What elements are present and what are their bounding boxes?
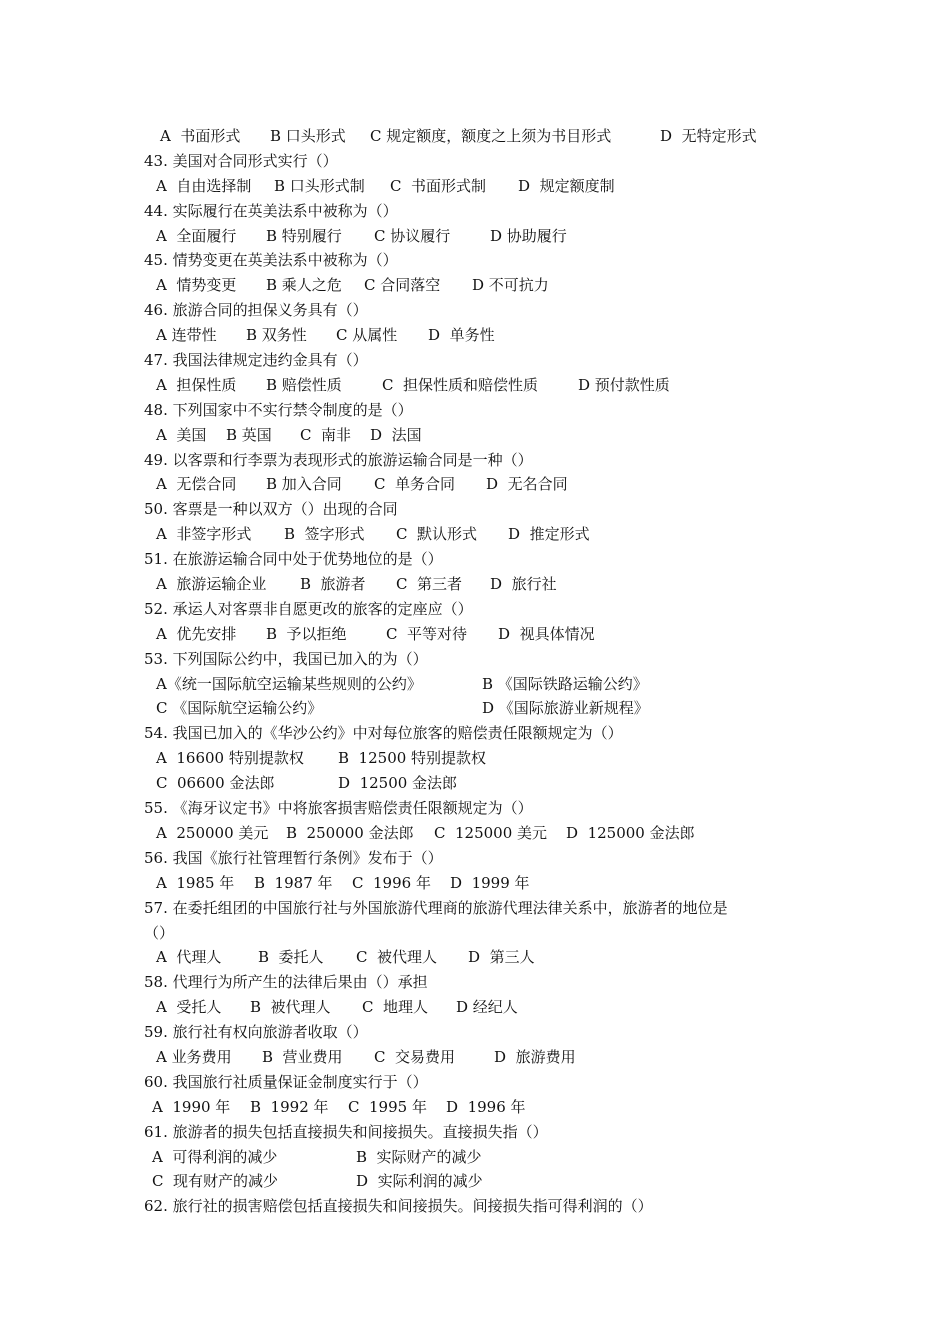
answer-option: B 签字形式 (284, 525, 365, 544)
question-text: 57. 在委托组团的中国旅行社与外国旅游代理商的旅游代理法律关系中，旅游者的地位是 (144, 898, 728, 917)
answer-option: B 旅游者 (300, 575, 366, 594)
question-line (144, 448, 824, 473)
question-line (144, 547, 824, 572)
answer-option: B 营业费用 (262, 1047, 343, 1066)
question-text: 44. 实际履行在英美法系中被称为（） (144, 201, 398, 220)
option-line (144, 423, 824, 448)
answer-option: A 代理人 (156, 948, 222, 967)
answer-option: A 担保性质 (156, 375, 237, 394)
answer-option: D 旅游费用 (494, 1047, 576, 1066)
answer-option: C 书面形式制 (390, 176, 487, 195)
question-text: 61. 旅游者的损失包括直接损失和间接损失。直接损失指（） (144, 1122, 548, 1141)
answer-option: C 1996 年 (352, 873, 431, 892)
answer-option: B 委托人 (258, 948, 324, 967)
question-text: 46. 旅游合同的担保义务具有（） (144, 301, 368, 320)
option-line (144, 622, 824, 647)
answer-option: D 无名合同 (486, 475, 568, 494)
question-line (144, 497, 824, 522)
answer-option: C 06600 金法郎 (156, 774, 275, 793)
answer-option: A 1990 年 (152, 1097, 231, 1116)
answer-option: A 业务费用 (156, 1047, 232, 1066)
answer-option: A 无偿合同 (156, 475, 237, 494)
answer-option: B 1987 年 (254, 873, 333, 892)
answer-option: A 优先安排 (156, 624, 237, 643)
option-line (144, 1169, 824, 1194)
answer-option: C 南非 (300, 425, 352, 444)
answer-option: C 担保性质和赔偿性质 (382, 375, 539, 394)
answer-option: C 平等对待 (386, 624, 468, 643)
answer-option: A 非签字形式 (156, 525, 252, 544)
answer-option: B 1992 年 (250, 1097, 329, 1116)
option-line (144, 1095, 824, 1120)
question-line (144, 298, 824, 323)
answer-option: B 双务性 (246, 326, 307, 345)
question-line (144, 597, 824, 622)
question-line (144, 348, 824, 373)
option-line (144, 821, 824, 846)
answer-option: D 1996 年 (446, 1097, 526, 1116)
option-line (144, 522, 824, 547)
question-line (144, 1070, 824, 1095)
answer-option: B 口头形式 (270, 127, 346, 145)
question-text: 50. 客票是一种以双方（）出现的合同 (144, 500, 398, 519)
option-line (144, 1145, 824, 1170)
question-text: 47. 我国法律规定违约金具有（） (144, 351, 368, 370)
answer-option: A 自由选择制 (156, 176, 252, 195)
answer-option: D 第三人 (468, 948, 535, 967)
answer-option: B 特别履行 (266, 226, 342, 245)
answer-option: C 1995 年 (348, 1097, 427, 1116)
answer-option: B 赔偿性质 (266, 375, 342, 394)
question-text: 54. 我国已加入的《华沙公约》中对每位旅客的赔偿责任限额规定为（） (144, 724, 623, 743)
answer-option: D 旅行社 (490, 575, 557, 594)
answer-option: A 受托人 (156, 998, 222, 1017)
answer-option: D 不可抗力 (472, 276, 549, 295)
answer-option: D 协助履行 (490, 226, 567, 245)
answer-option: A 250000 美元 (156, 823, 269, 842)
question-line (144, 896, 824, 921)
answer-option: C 合同落空 (364, 276, 441, 295)
answer-option: A 书面形式 (160, 127, 241, 145)
option-line (144, 323, 824, 348)
question-line (144, 970, 824, 995)
answer-option: C 从属性 (336, 326, 398, 345)
answer-option: B 口头形式制 (274, 176, 365, 195)
question-text: 53. 下列国际公约中，我国已加入的为（） (144, 649, 428, 668)
answer-option: B 12500 特别提款权 (338, 749, 487, 768)
answer-option: B 予以拒绝 (266, 624, 347, 643)
option-line (144, 871, 824, 896)
option-line (144, 771, 824, 796)
answer-option: D 无特定形式 (660, 127, 757, 145)
answer-option: D 视具体情况 (498, 624, 595, 643)
question-text: 59. 旅行社有权向旅游者收取（） (144, 1023, 368, 1042)
answer-option: D 12500 金法郎 (338, 774, 458, 793)
question-line (144, 796, 824, 821)
answer-option: C 第三者 (396, 575, 463, 594)
exam-document (144, 124, 824, 1219)
answer-option: A《统一国际航空运输某些规则的公约》 (156, 674, 422, 693)
question-text: 45. 情势变更在英美法系中被称为（） (144, 251, 398, 270)
answer-option: C 《国际航空运输公约》 (156, 699, 323, 718)
option-line (144, 746, 824, 771)
answer-option: C 单务合同 (374, 475, 456, 494)
option-line (144, 572, 824, 597)
answer-option: C 125000 美元 (434, 823, 548, 842)
answer-option: A 连带性 (156, 326, 217, 345)
option-line (144, 1045, 824, 1070)
question-text: 58. 代理行为所产生的法律后果由（）承担 (144, 973, 428, 992)
answer-option: A 全面履行 (156, 226, 237, 245)
answer-option: C 被代理人 (356, 948, 438, 967)
answer-option: B 英国 (226, 425, 272, 444)
answer-option: C 规定额度，额度之上须为书目形式 (370, 127, 612, 145)
answer-option: D 实际利润的减少 (356, 1172, 483, 1191)
answer-option: D 单务性 (428, 326, 495, 345)
answer-option: D 推定形式 (508, 525, 590, 544)
answer-option: C 地理人 (362, 998, 429, 1017)
answer-option: B 乘人之危 (266, 276, 342, 295)
question-line (144, 1194, 824, 1219)
option-line (144, 174, 824, 199)
answer-option: D 125000 金法郎 (566, 823, 695, 842)
question-text: 56. 我国《旅行社管理暂行条例》发布于（） (144, 848, 443, 867)
question-text: 49. 以客票和行李票为表现形式的旅游运输合同是一种（） (144, 450, 533, 469)
question-text: 62. 旅行社的损害赔偿包括直接损失和间接损失。间接损失指可得利润的（） (144, 1197, 653, 1216)
question-line (144, 199, 824, 224)
question-line (144, 647, 824, 672)
option-line (144, 472, 824, 497)
option-line (144, 672, 824, 697)
answer-option: B 《国际铁路运输公约》 (482, 674, 648, 693)
question-line (144, 1020, 824, 1045)
question-line (144, 921, 824, 946)
answer-option: D 《国际旅游业新规程》 (482, 699, 649, 718)
answer-option: A 可得利润的减少 (152, 1147, 278, 1166)
answer-option: B 实际财产的减少 (356, 1147, 482, 1166)
option-line (144, 373, 824, 398)
question-text: 43. 美国对合同形式实行（） (144, 151, 338, 170)
question-line (144, 846, 824, 871)
answer-option: A 旅游运输企业 (156, 575, 267, 594)
option-line (144, 273, 824, 298)
option-line (144, 124, 824, 149)
answer-option: C 默认形式 (396, 525, 478, 544)
question-text: 52. 承运人对客票非自愿更改的旅客的定座应（） (144, 599, 473, 618)
question-line (144, 1120, 824, 1145)
option-line (144, 224, 824, 249)
answer-option: D 预付款性质 (578, 375, 670, 394)
question-text: 48. 下列国家中不实行禁令制度的是（） (144, 400, 413, 419)
question-text: 51. 在旅游运输合同中处于优势地位的是（） (144, 550, 443, 569)
answer-option: C 现有财产的减少 (152, 1172, 279, 1191)
answer-option: C 协议履行 (374, 226, 451, 245)
option-line (144, 945, 824, 970)
question-line (144, 721, 824, 746)
answer-option: D 法国 (370, 425, 422, 444)
answer-option: A 16600 特别提款权 (156, 749, 304, 768)
answer-option: B 被代理人 (250, 998, 331, 1017)
answer-option: D 规定额度制 (518, 176, 615, 195)
question-text: （） (144, 923, 175, 942)
answer-option: A 情势变更 (156, 276, 237, 295)
question-line (144, 398, 824, 423)
answer-option: C 交易费用 (374, 1047, 456, 1066)
option-line (144, 696, 824, 721)
answer-option: B 加入合同 (266, 475, 342, 494)
answer-option: D 经纪人 (456, 998, 518, 1017)
answer-option: D 1999 年 (450, 873, 530, 892)
question-line (144, 149, 824, 174)
question-text: 55. 《海牙议定书》中将旅客损害赔偿责任限额规定为（） (144, 799, 533, 818)
option-line (144, 995, 824, 1020)
answer-option: A 美国 (156, 425, 207, 444)
answer-option: A 1985 年 (156, 873, 235, 892)
question-text: 60. 我国旅行社质量保证金制度实行于（） (144, 1072, 428, 1091)
answer-option: B 250000 金法郎 (286, 823, 414, 842)
question-line (144, 248, 824, 273)
